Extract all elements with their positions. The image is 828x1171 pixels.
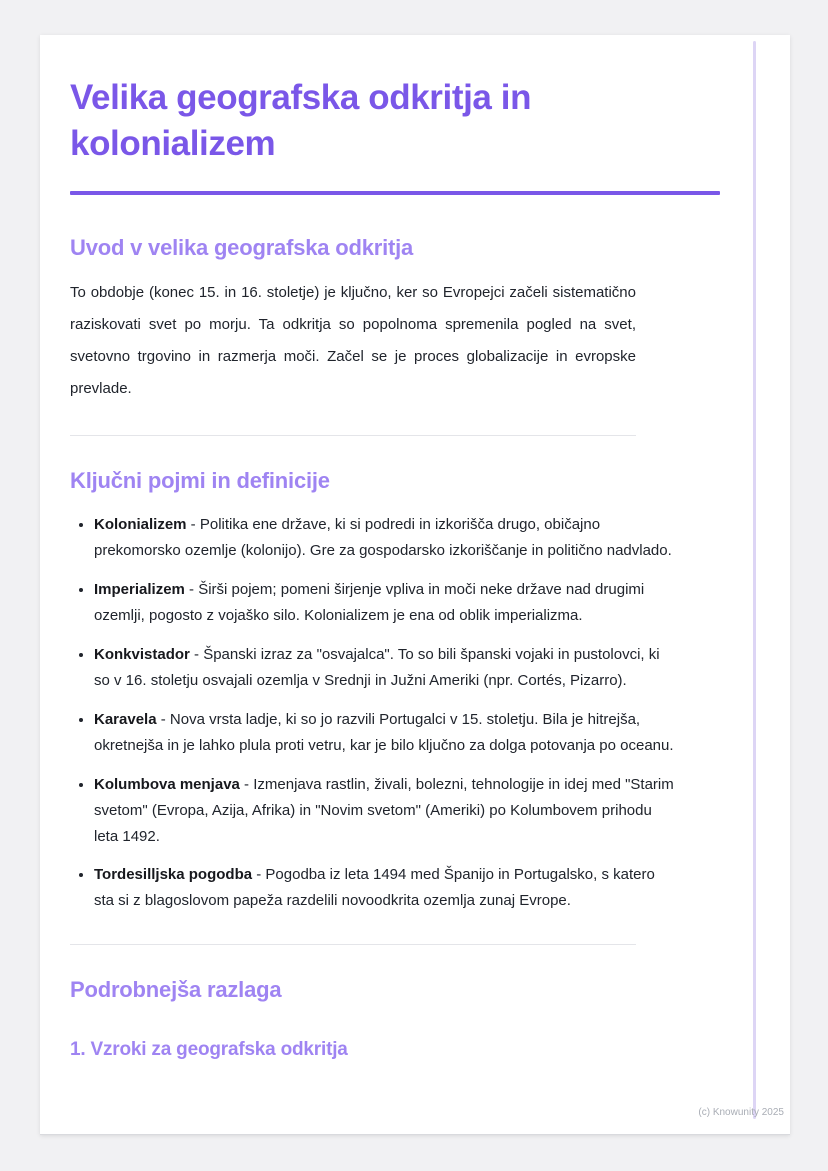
term-definition: - Španski izraz za "osvajalca". To so bili španski vojaki in pustolovci, ki so v 16. stoletju osvajali ozemlja v Srednji in Južni Ameriki (npr. Cortés, Pizarro). [94, 645, 660, 689]
term-name: Karavela [94, 710, 157, 728]
term-name: Imperializem [94, 581, 185, 598]
term-definition: - Pogodba iz leta 1494 med Španijo in Portugalsko, s katero sta si z blagoslovom papeža razdelili novoodkrita ozemlja zunaj Evrope. [94, 866, 655, 910]
term-name: Konkvistador [94, 645, 190, 663]
list-item [94, 707, 676, 759]
terms-list [70, 512, 676, 914]
list-item [94, 772, 676, 850]
section-heading-pojmi: Ključni pojmi in definicije [70, 468, 330, 494]
list-item [94, 862, 676, 914]
list-item [94, 512, 676, 564]
section-divider-1 [70, 435, 636, 436]
term-definition: - Nova vrsta ladje, ki so jo razvili Portugalci v 15. stoletju. Bila je hitrejša, okretnejša in je lahko plula proti vetru, kar je bilo ključno za dolga potovanja po oceanu. [94, 710, 674, 754]
term-name: Kolumbova menjava [94, 775, 240, 793]
section-heading-uvod: Uvod v velika geografska odkritja [70, 235, 414, 261]
page-edge-line [753, 41, 756, 1119]
title-underline-rule [70, 191, 720, 195]
term-definition: - Širši pojem; pomeni širjenje vpliva in moči neke države nad drugimi ozemlji, pogosto z vojaško silo. Kolonializem je ena od oblik imperializma. [94, 581, 645, 624]
copyright-note: (c) Knowunity 2025 [698, 1107, 784, 1118]
term-definition: - Politika ene države, ki si podredi in izkorišča drugo, običajno prekomorsko ozemlje (kolonijo). Gre za gospodarsko izkoriščanje in politično nadvlado. [94, 516, 672, 560]
intro-paragraph: To obdobje (konec 15. in 16. stoletje) je ključno, ker so Evropejci začeli sistematično raziskovati svet po morju. Ta odkritja so popolnoma spremenila pogled na svet, svetovno trgovino in razmerja moči. Začel se je proces globalizacije in evropske prevlade. [70, 284, 636, 398]
section-heading-razlaga: Podrobnejša razlaga [70, 977, 282, 1003]
document-title: Velika geografska odkritja in kolonializem [70, 78, 532, 164]
term-name: Tordesilljska pogodba [94, 866, 253, 884]
subsection-heading-vzroki: 1. Vzroki za geografska odkritja [70, 1039, 348, 1061]
document-page [40, 35, 790, 1135]
term-definition: - Izmenjava rastlin, živali, bolezni, tehnologije in idej med "Starim svetom" (Evropa, Azija, Afrika) in "Novim svetom" (Ameriki) po Kolumbovem prihodu leta 1492. [94, 775, 674, 845]
section-divider-2 [70, 944, 636, 945]
list-item [94, 577, 676, 629]
list-item [94, 642, 676, 694]
document-content [40, 35, 790, 1061]
term-name: Kolonializem [94, 516, 187, 534]
